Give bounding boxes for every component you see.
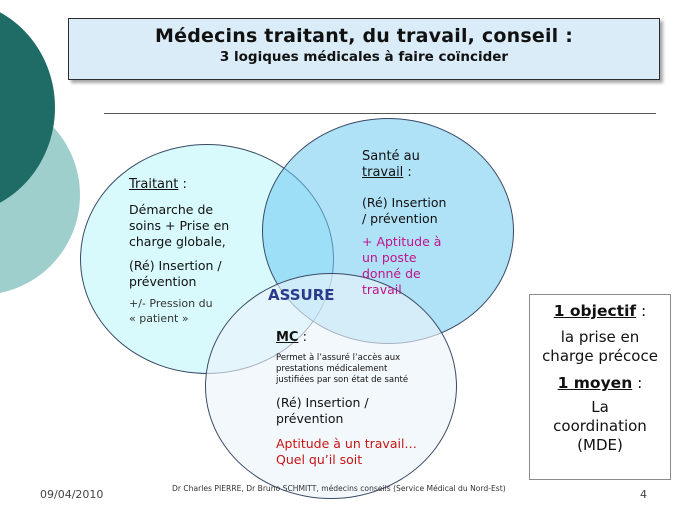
moyen-heading-label: 1 moyen	[557, 374, 633, 392]
traitant-block-1	[129, 202, 229, 250]
traitant-heading	[129, 177, 187, 193]
objectif-body	[530, 328, 670, 366]
page-number: 4	[640, 488, 647, 501]
moyen-heading-colon: :	[632, 374, 643, 392]
mc-block-2	[276, 436, 417, 468]
sante-line: (Ré) Insertion	[362, 195, 447, 210]
mc-small-line: prestations médicalement	[276, 364, 388, 374]
mc-small-block	[276, 353, 408, 386]
sante-line: donné de	[362, 266, 421, 281]
traitant-heading-label: Traitant	[129, 177, 179, 192]
mc-line: Quel qu’il soit	[276, 452, 363, 467]
slide-subtitle: 3 logiques médicales à faire coïncider	[219, 49, 509, 65]
sante-heading-colon: :	[403, 165, 412, 180]
traitant-line: (Ré) Insertion /	[129, 258, 222, 273]
mc-line: Aptitude à un travail…	[276, 436, 417, 451]
title-box	[68, 18, 660, 80]
footer-date: 09/04/2010	[40, 488, 104, 501]
moyen-line: (MDE)	[577, 436, 623, 454]
mc-small-line: justifiées par son état de santé	[276, 375, 409, 385]
mc-block-1	[276, 395, 369, 427]
objectif-heading	[530, 302, 670, 320]
assure-label: ASSURE	[268, 286, 335, 304]
sante-line: + Aptitude à	[362, 234, 442, 249]
objectif-line: charge précoce	[542, 347, 658, 365]
sante-line: un poste	[362, 250, 417, 265]
sante-heading-line: Santé au	[362, 149, 420, 164]
sante-line: / prévention	[362, 211, 438, 226]
traitant-line: charge globale,	[129, 234, 226, 249]
traitant-line: +/- Pression du	[129, 297, 213, 310]
objectif-line: la prise en	[560, 328, 640, 346]
sante-heading	[362, 149, 420, 181]
traitant-heading-colon: :	[178, 177, 187, 192]
mc-small-line: Permet à l’assuré l’accès aux	[276, 353, 401, 363]
sante-heading-line: travail	[362, 165, 404, 180]
traitant-block-2	[129, 258, 222, 290]
mc-heading	[276, 330, 307, 346]
sante-block-2	[362, 234, 441, 298]
footer-credit: Dr Charles PIERRE, Dr Bruno SCHMITT, médecins conseils (Service Médical du Nord-Est)	[172, 484, 506, 493]
traitant-line: Démarche de	[129, 202, 214, 217]
traitant-line: soins + Prise en	[129, 218, 230, 233]
sante-line: travail	[362, 282, 402, 297]
sante-block-1	[362, 195, 446, 227]
traitant-block-3	[129, 296, 213, 326]
moyen-line: coordination	[553, 417, 647, 435]
objectif-box	[529, 294, 671, 480]
divider-line	[104, 113, 656, 114]
moyen-line: La	[591, 398, 609, 416]
moyen-heading	[530, 374, 670, 392]
objectif-heading-colon: :	[636, 302, 647, 320]
objectif-heading-label: 1 objectif	[553, 302, 637, 320]
mc-line: prévention	[276, 411, 344, 426]
traitant-line: prévention	[129, 274, 197, 289]
moyen-body	[530, 398, 670, 455]
traitant-line: « patient »	[129, 312, 189, 325]
slide-title: Médecins traitant, du travail, conseil :	[155, 25, 573, 47]
mc-heading-label: MC	[276, 330, 299, 345]
mc-heading-colon: :	[298, 330, 307, 345]
mc-line: (Ré) Insertion /	[276, 395, 369, 410]
